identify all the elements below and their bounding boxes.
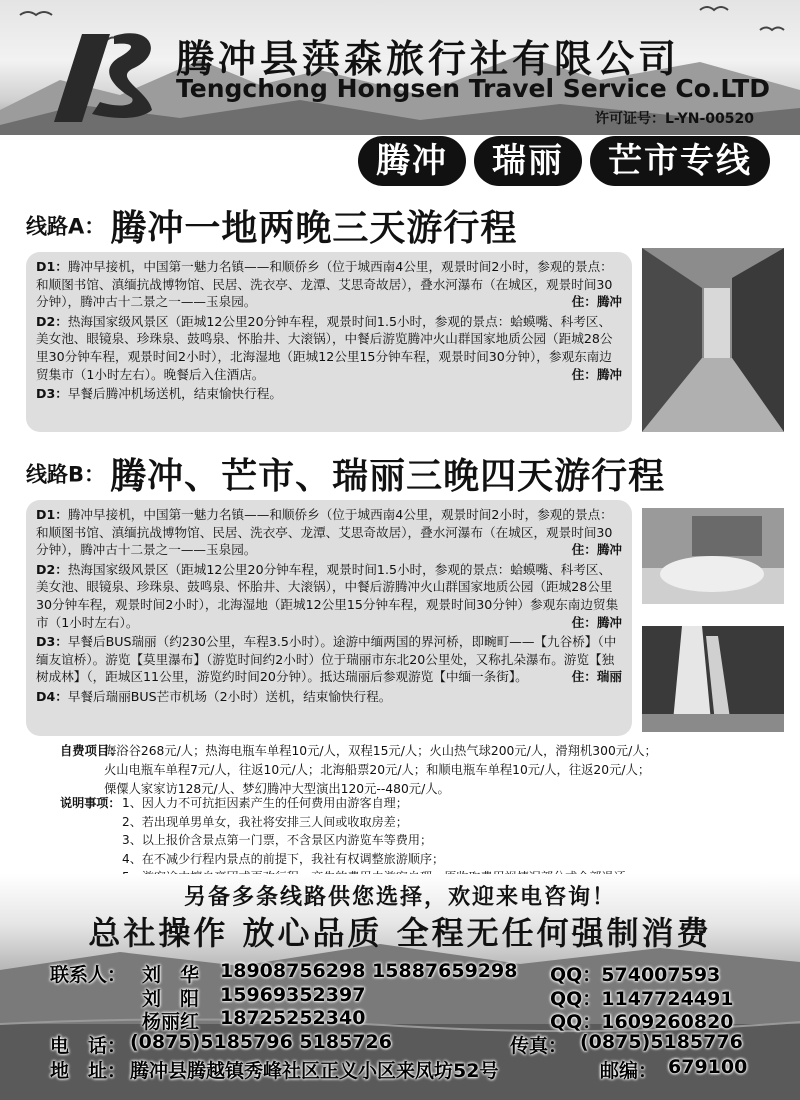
- note-item: 4、在不减少行程内景点的前提下，我社有权调整旅游顺序；: [122, 851, 445, 866]
- badge-mangshi: 芒市专线: [590, 136, 770, 186]
- notes-label: 说明事项：: [60, 796, 121, 810]
- self-paid-line: 火山电瓶车单程7元/人，往返10元/人；北海船票20元/人；和顺电瓶车单程10元/人，往返20元/人；: [104, 763, 651, 777]
- license-number: 许可证号：L-YN-00520: [594, 111, 754, 127]
- route-a-itinerary: [26, 252, 632, 432]
- self-paid-items: [60, 742, 780, 799]
- header-banner: [0, 0, 800, 135]
- company-name-english: Tengchong Hongsen Travel Service Co.LTD: [176, 74, 770, 103]
- address-label: 地 址：: [50, 1060, 127, 1082]
- address-text: 腾冲县腾越镇秀峰社区正义小区来凤坊52号: [130, 1060, 499, 1082]
- route-b-day3: D3：早餐后BUS瑞丽（约230公里，车程3.5小时）。途游中缅两国的界河桥，即畹町——【九谷桥】（中缅友谊桥）。游览【莫里瀑布】（游览时间约2小时）位于瑞丽市东北20公里处，又称扎朵瀑布。游览【独树成林】（，距城区11公里，游览约时间20分钟）。抵达瑞丽后参观游览【中缅一条街】。 住：瑞丽: [36, 634, 622, 685]
- route-b-itinerary: [26, 500, 632, 736]
- contact-phone-1: 18908756298 15887659298: [220, 960, 518, 982]
- contact-qq-2: QQ：1147724491: [550, 988, 734, 1010]
- self-paid-line: 傈僳人家家访128元/人、梦幻腾冲大型演出120元--480元/人。: [104, 782, 450, 796]
- contact-qq-1: QQ：574007593: [550, 964, 721, 986]
- company-logo-icon: [52, 14, 162, 122]
- route-a-day1: D1：腾冲早接机，中国第一魅力名镇——和顺侨乡（位于城西南4公里，观景时间2小时，参观的景点：和顺图书馆、滇缅抗战博物馆、民居、洗衣亭、龙潭、艾思奇故居），叠水河瀑布（在城区，观景时间30分钟），腾冲古十二景之一——玉泉园。 住：腾冲: [36, 259, 622, 310]
- company-name-chinese: 腾冲县葓森旅行社有限公司: [176, 37, 681, 81]
- contact-label: 联系人：: [50, 964, 127, 986]
- route-a-day2: D2：热海国家级风景区（距城12公里20分钟车程，观景时间1.5小时，参观的景点：蛤蟆嘴、科考区、美女池、眼镜泉、珍珠泉、鼓鸣泉、怀胎井、大滚锅），中餐后游览腾冲火山群国家地质公园（距城28公里30分钟车程，观景时间2小时），北海湿地（距城12公里15分钟车程，观景时间30分钟），参观东南边贸集市（1小时左右）。晚餐后入住酒店。 住：腾冲: [36, 313, 622, 382]
- ancient-street-photo: [642, 248, 784, 432]
- waterfall-photo: [642, 626, 784, 732]
- destination-badges: [358, 136, 770, 186]
- self-paid-label: 自费项目：: [60, 744, 122, 758]
- route-b-heading: [26, 448, 665, 499]
- contact-phone-2: 15969352397: [220, 984, 366, 1006]
- slogan-more-routes: 另备多条线路供您选择，欢迎来电咨询！: [183, 885, 616, 910]
- note-item: 2、若出现单男单女，我社将安排三人间或收取房差；: [122, 814, 408, 829]
- route-b-day2: D2：热海国家级风景区（距城12公里20分钟车程，观景时间1.5小时，参观的景点：蛤蟆嘴、科考区、美女池、眼镜泉、珍珠泉、鼓鸣泉、怀胎井、大滚锅），中餐后游腾冲火山群国家地质公园（距城28公里30分钟车程，观景时间2小时），北海湿地（距城12公里15分钟车程，观景时间30分钟）参观东南边贸集市（1小时左右）。 住：腾冲: [36, 561, 622, 630]
- badge-tengchong: 腾冲: [358, 136, 466, 186]
- postcode-value: 679100: [668, 1056, 748, 1078]
- route-b-label: 线路B：: [26, 462, 106, 487]
- route-a-title: 腾冲一地两晚三天游行程: [110, 208, 518, 249]
- fax-label: 传真：: [510, 1035, 568, 1057]
- contact-name-1: 刘 华: [142, 964, 200, 986]
- fax-number: (0875)5185776: [580, 1031, 743, 1053]
- route-b-day1: D1：腾冲早接机，中国第一魅力名镇——和顺侨乡（位于城西南4公里，观景时间2小时，参观的景点：和顺图书馆、滇缅抗战博物馆、民居、洗衣亭、龙潭、艾思奇故居），叠水河瀑布（在城区，观景时间30分钟），腾冲古十二景之一——玉泉园。 住：腾冲: [36, 507, 622, 558]
- phone-label: 电 话：: [50, 1035, 127, 1057]
- contact-qq-3: QQ：1609260820: [550, 1011, 734, 1033]
- route-b-day4: D4：早餐后瑞丽BUS芒市机场（2小时）送机，结束愉快行程。: [36, 688, 392, 704]
- badge-ruili: 瑞丽: [474, 136, 582, 186]
- note-item: 3、以上报价含景点第一门票，不含景区内游览车等费用；: [122, 833, 433, 847]
- self-paid-line: 海浴谷268元/人；热海电瓶车单程10元/人，双程15元/人；火山热气球200元/人，滑翔机300元/人；: [104, 744, 657, 758]
- contact-name-3: 杨丽红: [142, 1011, 200, 1033]
- notes-section: [60, 794, 780, 887]
- hot-spring-photo: [642, 508, 784, 604]
- route-a-heading: [26, 200, 517, 251]
- contact-phone-3: 18725252340: [220, 1007, 366, 1029]
- route-b-title: 腾冲、芒市、瑞丽三晚四天游行程: [110, 456, 666, 497]
- route-a-label: 线路A：: [26, 214, 106, 239]
- office-phone: (0875)5185796 5185726: [130, 1031, 392, 1053]
- contact-name-2: 刘 阳: [142, 988, 200, 1010]
- route-a-day3: D3：早餐后腾冲机场送机，结束愉快行程。: [36, 386, 282, 402]
- postcode-label: 邮编：: [600, 1060, 658, 1082]
- note-item: 1、因人力不可抗拒因素产生的任何费用由游客自理；: [122, 796, 408, 810]
- slogan-quality: 总社操作 放心品质 全程无任何强制消费: [88, 914, 712, 952]
